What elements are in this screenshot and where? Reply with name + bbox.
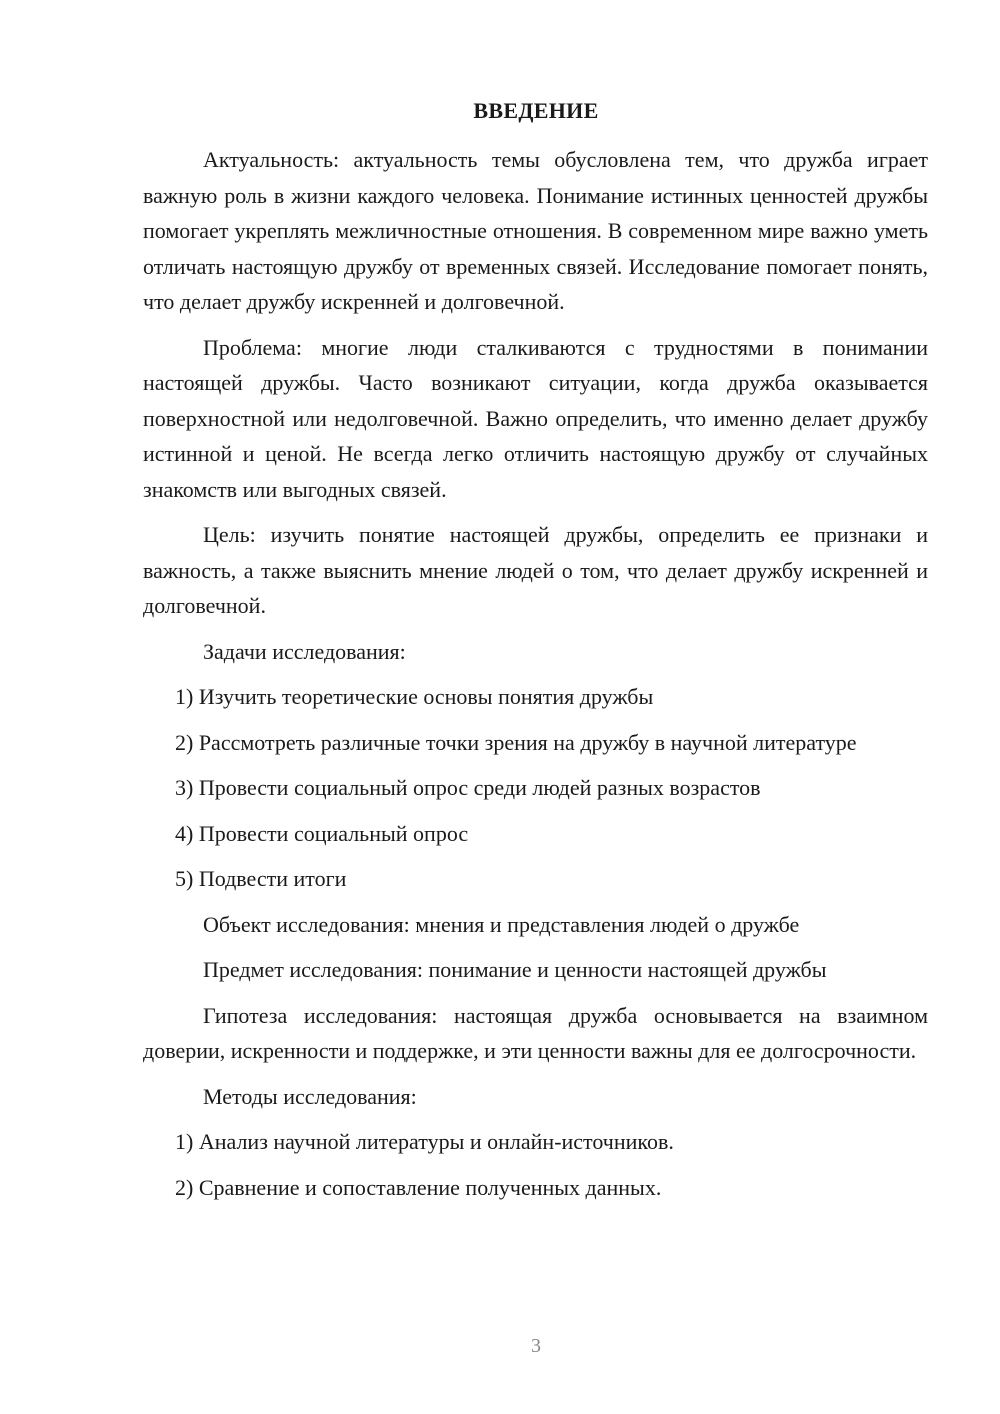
page-number: 3 [531,1335,541,1357]
document-body [143,142,928,1215]
methods-heading: Методы исследования: [203,1083,417,1109]
paragraph-relevance: Актуальность: актуальность темы обусловлена тем, что дружба играет важную роль в жизни каждого человека. Понимание истинных ценностей дружбы помогает укреплять межличностные отношения. В современном мире важно уметь отличать настоящую дружбу от временных связей. Исследование помогает понять, что делает дружбу искренней и долговечной. [143,147,928,314]
task-item-5: 5) Подвести итоги [175,866,347,891]
paragraph-subject: Предмет исследования: понимание и ценности настоящей дружбы [203,957,827,982]
paragraph-goal: Цель: изучить понятие настоящей дружбы, определить ее признаки и важность, а также выяснить мнение людей о том, что делает дружбу искренней и долговечной. [143,522,928,618]
method-item-2: 2) Сравнение и сопоставление полученных данных. [175,1174,662,1200]
task-item-4: 4) Провести социальный опрос [175,820,469,846]
paragraph-object: Объект исследования: мнения и представления людей о дружбе [203,911,800,937]
task-item-2: 2) Рассмотреть различные точки зрения на дружбу в научной литературе [175,729,857,755]
task-item-3: 3) Провести социальный опрос среди людей разных возрастов [175,775,761,800]
tasks-heading: Задачи исследования: [203,638,406,664]
section-title: ВВЕДЕНИЕ [473,98,599,123]
paragraph-problem: Проблема: многие люди сталкиваются с трудностями в понимании настоящей дружбы. Часто возникают ситуации, когда дружба оказывается поверхностной или недолговечной. Важно определить, что именно делает дружбу истинной и ценой. Не всегда легко отличить настоящую дружбу от случайных знакомств или выгодных связей. [143,334,928,502]
paragraph-hypothesis: Гипотеза исследования: настоящая дружба основывается на взаимном доверии, искренности и поддержке, и эти ценности важны для ее долгосрочности. [143,1002,928,1063]
method-item-1: 1) Анализ научной литературы и онлайн-источников. [175,1129,674,1154]
task-item-1: 1) Изучить теоретические основы понятия дружбы [175,684,654,709]
